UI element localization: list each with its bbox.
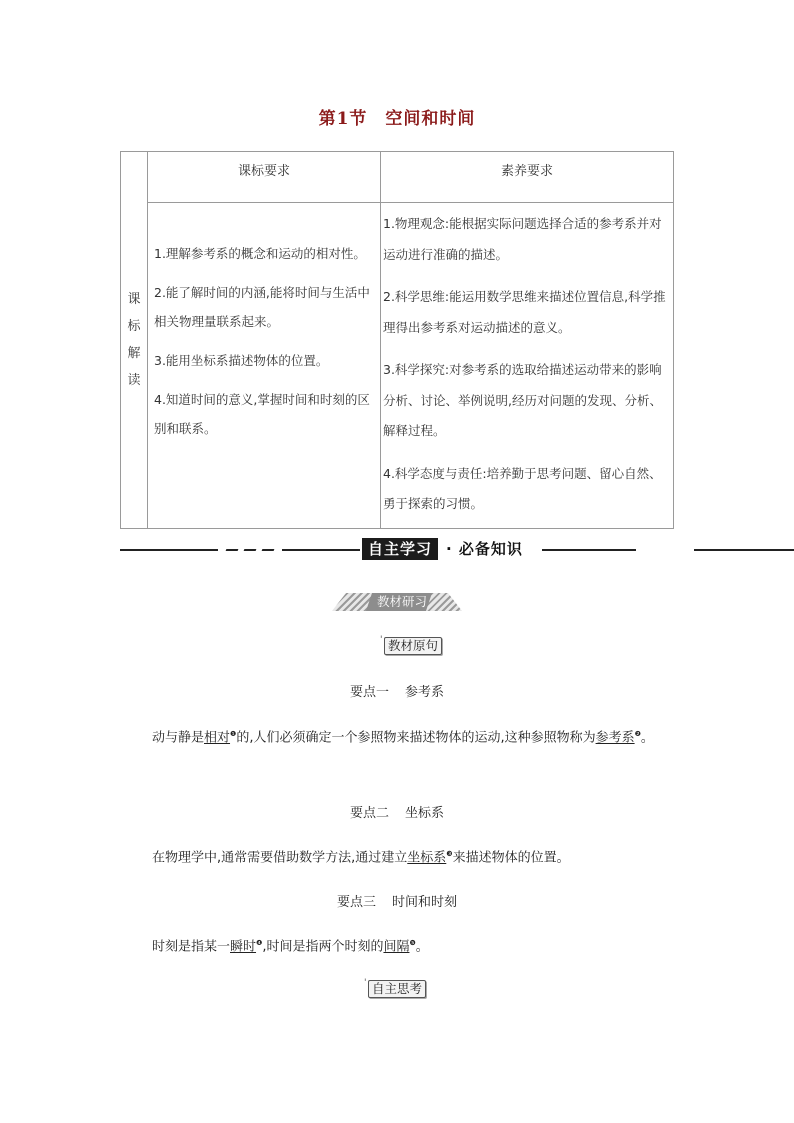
text: 时刻是指某一 xyxy=(152,939,231,955)
point-title xyxy=(0,681,794,700)
requirement-item: 3.能用坐标系描述物体的位置。 xyxy=(154,353,329,368)
point-number: 要点二 xyxy=(349,806,389,821)
text: 的,人们必须确定一个参照物来描述物体的运动,这种参照物称为 xyxy=(236,730,596,746)
requirement-item: 1.理解参考系的概念和运动的相对性。 xyxy=(154,246,366,261)
literacy-item: 4.科学态度与责任:培养勤于思考问题、留心自然、勇于探索的习惯。 xyxy=(383,465,662,511)
note-marker: ❺ xyxy=(409,939,416,947)
point-topic: 坐标系 xyxy=(405,806,445,821)
section-banner xyxy=(0,538,794,562)
banner-label-text: · 必备知识 xyxy=(446,540,523,558)
banner-dash xyxy=(262,549,275,551)
key-term: 坐标系 xyxy=(407,850,447,866)
key-term: 瞬时 xyxy=(230,939,257,955)
text: 在物理学中,通常需要借助数学方法,通过建立 xyxy=(152,850,408,866)
point-topic: 时间和时刻 xyxy=(392,895,458,910)
note-marker: ❷ xyxy=(634,730,641,738)
literacy-item: 2.科学思维:能运用数学思维来描述位置信息,科学推理得出参考系对运动描述的意义。 xyxy=(383,289,666,335)
paragraph-coordinate-system xyxy=(120,840,672,872)
requirement-item: 4.知道时间的意义,掌握时间和时刻的区别和联系。 xyxy=(154,392,370,436)
literacy-item: 1.物理观念:能根据实际问题选择合适的参考系并对运动进行准确的描述。 xyxy=(383,216,662,262)
key-term: 参考系 xyxy=(595,730,635,746)
note-marker: ❶ xyxy=(230,730,237,738)
requirements-cell xyxy=(148,203,381,529)
note-marker: ❹ xyxy=(256,939,263,947)
banner-line xyxy=(542,549,636,551)
page-title xyxy=(0,104,794,129)
section-number: 第1节 xyxy=(318,109,368,129)
text: 。 xyxy=(415,939,429,955)
section-title: 空间和时间 xyxy=(385,109,476,129)
text: ,时间是指两个时刻的 xyxy=(262,939,384,955)
point-title xyxy=(0,802,794,821)
banner-label-box: 自主学习 xyxy=(362,538,438,560)
paragraph-reference-frame xyxy=(120,720,672,752)
tag-self-thinking: ' 自主思考 xyxy=(368,980,426,998)
paragraph-time xyxy=(120,929,672,961)
point-title xyxy=(0,891,794,910)
text: 动与静是 xyxy=(152,730,205,746)
col-header-requirements: 课标要求 xyxy=(148,152,381,203)
point-number: 要点三 xyxy=(336,895,376,910)
row-header-cell xyxy=(121,152,148,529)
requirement-item: 2.能了解时间的内涵,能将时间与生活中相关物理量联系起来。 xyxy=(154,285,370,329)
key-term: 相对 xyxy=(204,730,231,746)
point-topic: 参考系 xyxy=(405,685,445,700)
banner-line xyxy=(120,549,218,551)
banner-line xyxy=(282,549,360,551)
key-term: 间隔 xyxy=(383,939,410,955)
col-header-literacy: 素养要求 xyxy=(381,152,674,203)
ribbon-label: 教材研习 xyxy=(376,594,427,609)
tag-textbook-original: ' 教材原句 xyxy=(384,637,442,655)
banner-line xyxy=(694,549,794,551)
text: 。 xyxy=(640,730,654,746)
banner-dash xyxy=(244,549,257,551)
row-header: 课标解读 xyxy=(127,291,141,388)
text: 来描述物体的位置。 xyxy=(452,850,570,866)
literacy-cell xyxy=(381,203,674,529)
note-marker: ❸ xyxy=(446,850,453,858)
point-number: 要点一 xyxy=(349,685,389,700)
literacy-item: 3.科学探究:对参考系的选取给描述运动带来的影响分析、讨论、举例说明,经历对问题的发现、分析、解释过程。 xyxy=(383,362,662,438)
banner-dash xyxy=(226,549,239,551)
curriculum-table xyxy=(120,151,674,529)
